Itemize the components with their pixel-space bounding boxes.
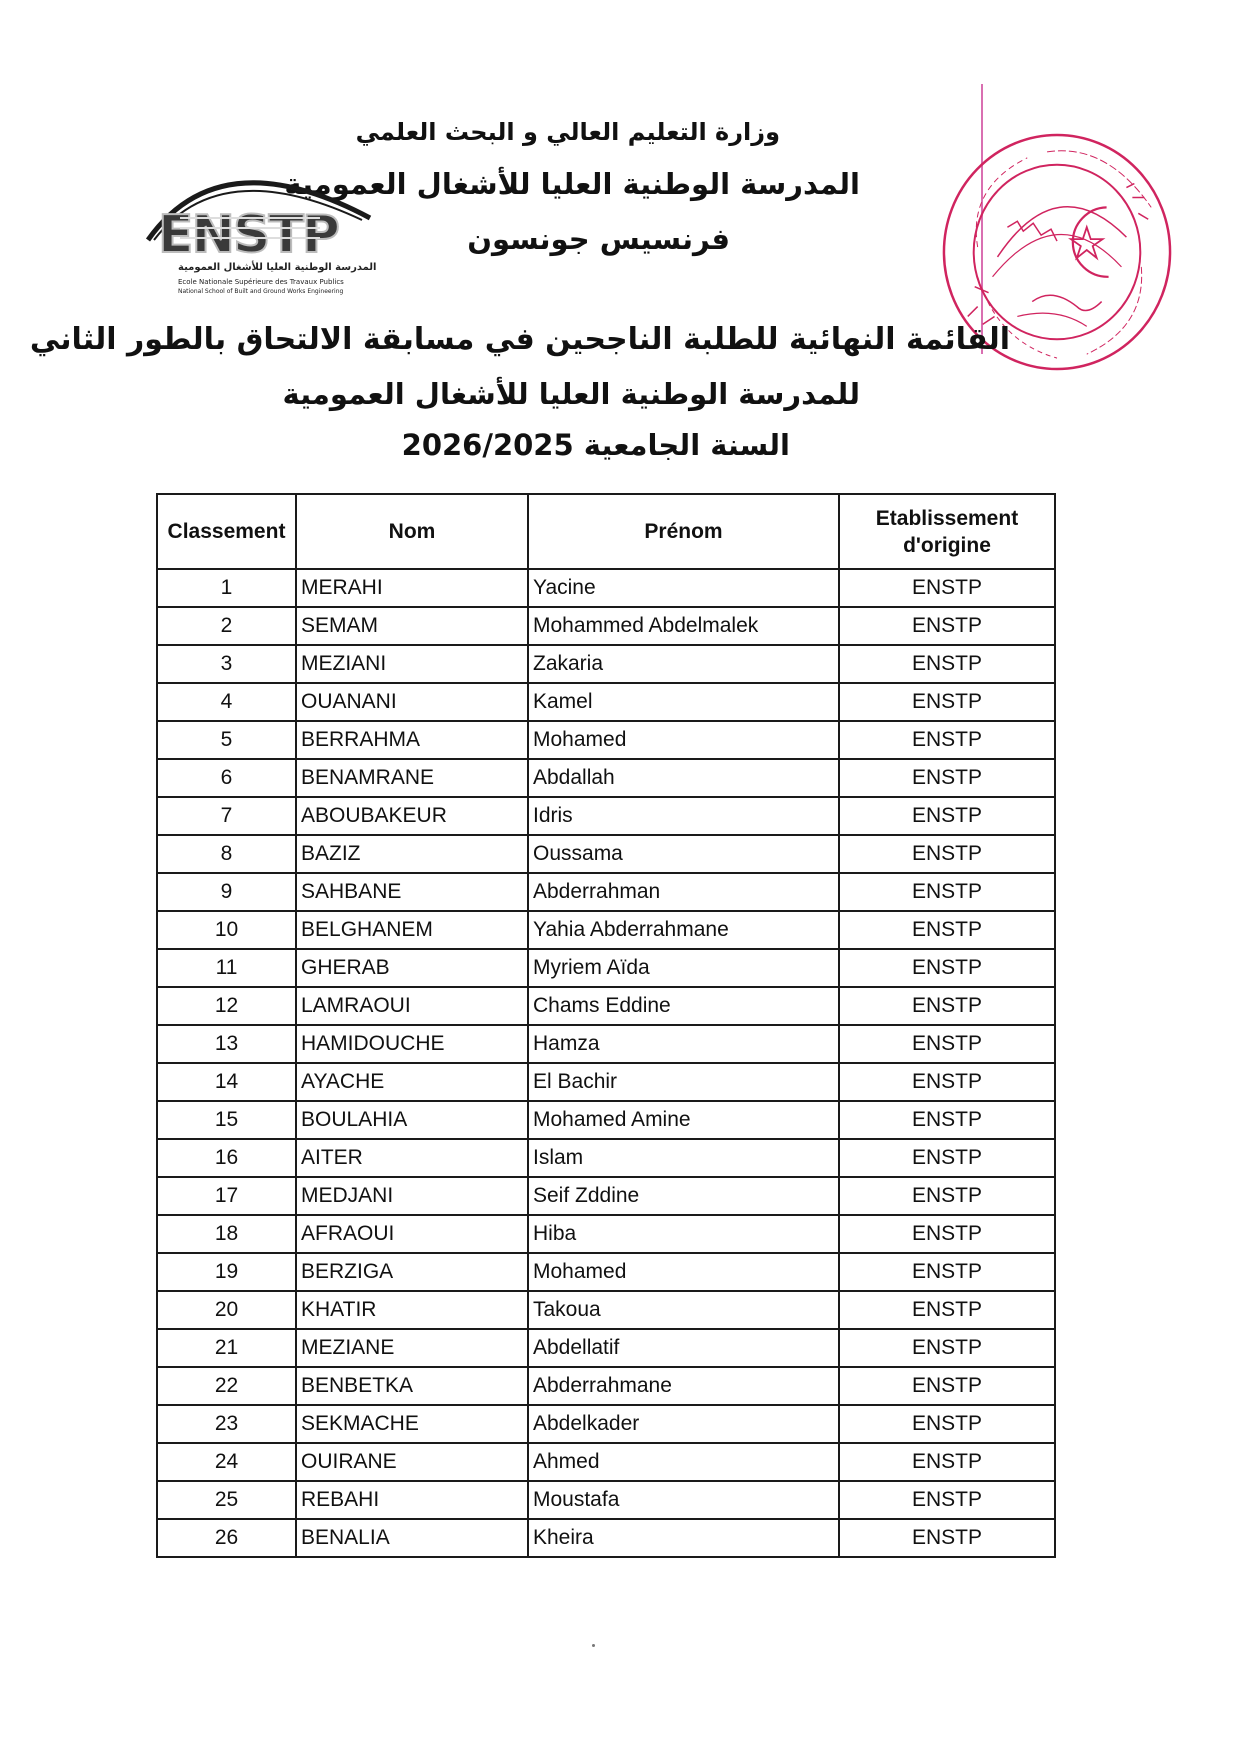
cell-etablissement: ENSTP [839, 1405, 1055, 1443]
table-row [157, 1291, 1055, 1329]
cell-classement: 22 [157, 1367, 296, 1405]
table-row [157, 911, 1055, 949]
cell-prenom: Kheira [528, 1519, 839, 1557]
cell-nom: AYACHE [296, 1063, 528, 1101]
cell-classement: 15 [157, 1101, 296, 1139]
school-city: فرنسيس جونسون [467, 222, 730, 256]
academic-year: السنة الجامعية 2026/2025 [401, 428, 790, 462]
logo-french-name: Ecole Nationale Supérieure des Travaux Publics [178, 278, 344, 286]
cell-nom: SEKMACHE [296, 1405, 528, 1443]
cell-prenom: Mohamed [528, 1253, 839, 1291]
cell-classement: 8 [157, 835, 296, 873]
table-row [157, 1101, 1055, 1139]
table-row [157, 987, 1055, 1025]
logo-wordmark: ENSTP [157, 205, 339, 265]
cell-etablissement: ENSTP [839, 683, 1055, 721]
cell-nom: MEZIANE [296, 1329, 528, 1367]
cell-nom: BERRAHMA [296, 721, 528, 759]
cell-classement: 9 [157, 873, 296, 911]
cell-classement: 4 [157, 683, 296, 721]
table-row [157, 835, 1055, 873]
cell-prenom: Abderrahman [528, 873, 839, 911]
cell-etablissement: ENSTP [839, 645, 1055, 683]
cell-classement: 5 [157, 721, 296, 759]
cell-prenom: Abdelkader [528, 1405, 839, 1443]
cell-prenom: Seif Zddine [528, 1177, 839, 1215]
header-etablissement-line1: Etablissement [875, 506, 1019, 530]
cell-etablissement: ENSTP [839, 721, 1055, 759]
cell-classement: 7 [157, 797, 296, 835]
cell-classement: 17 [157, 1177, 296, 1215]
cell-nom: AITER [296, 1139, 528, 1177]
cell-nom: BENALIA [296, 1519, 528, 1557]
cell-classement: 16 [157, 1139, 296, 1177]
cell-etablissement: ENSTP [839, 1443, 1055, 1481]
header-prenom: Prénom [528, 494, 839, 569]
cell-prenom: Abdallah [528, 759, 839, 797]
cell-etablissement: ENSTP [839, 759, 1055, 797]
table-row [157, 1405, 1055, 1443]
cell-nom: MERAHI [296, 569, 528, 607]
cell-nom: HAMIDOUCHE [296, 1025, 528, 1063]
cell-classement: 26 [157, 1519, 296, 1557]
cell-classement: 14 [157, 1063, 296, 1101]
cell-etablissement: ENSTP [839, 1139, 1055, 1177]
logo-english-name: National School of Built and Ground Works Engineering [178, 288, 344, 295]
cell-nom: BENAMRANE [296, 759, 528, 797]
school-name: المدرسة الوطنية العليا للأشغال العمومية [284, 167, 860, 201]
cell-classement: 24 [157, 1443, 296, 1481]
table-row [157, 949, 1055, 987]
table-row [157, 607, 1055, 645]
table-row [157, 1519, 1055, 1557]
cell-classement: 13 [157, 1025, 296, 1063]
cell-classement: 11 [157, 949, 296, 987]
cell-classement: 20 [157, 1291, 296, 1329]
header-nom: Nom [296, 494, 528, 569]
cell-nom: LAMRAOUI [296, 987, 528, 1025]
cell-etablissement: ENSTP [839, 569, 1055, 607]
cell-nom: AFRAOUI [296, 1215, 528, 1253]
cell-prenom: Abderrahmane [528, 1367, 839, 1405]
cell-classement: 25 [157, 1481, 296, 1519]
cell-nom: BOULAHIA [296, 1101, 528, 1139]
table-row [157, 1177, 1055, 1215]
cell-prenom: Zakaria [528, 645, 839, 683]
cell-classement: 3 [157, 645, 296, 683]
cell-prenom: Hiba [528, 1215, 839, 1253]
cell-nom: MEZIANI [296, 645, 528, 683]
cell-etablissement: ENSTP [839, 911, 1055, 949]
cell-prenom: Abdellatif [528, 1329, 839, 1367]
table-row [157, 1025, 1055, 1063]
cell-classement: 6 [157, 759, 296, 797]
header-etablissement [839, 494, 1055, 569]
enstp-logo [140, 148, 380, 298]
table-row [157, 721, 1055, 759]
cell-etablissement: ENSTP [839, 1481, 1055, 1519]
table-row [157, 1215, 1055, 1253]
table-row [157, 1139, 1055, 1177]
cell-etablissement: ENSTP [839, 1367, 1055, 1405]
cell-nom: SAHBANE [296, 873, 528, 911]
cell-classement: 1 [157, 569, 296, 607]
cell-nom: OUIRANE [296, 1443, 528, 1481]
cell-etablissement: ENSTP [839, 949, 1055, 987]
page-dot [592, 1644, 595, 1647]
table-header-row [157, 494, 1055, 569]
cell-nom: MEDJANI [296, 1177, 528, 1215]
cell-classement: 19 [157, 1253, 296, 1291]
table-row [157, 873, 1055, 911]
cell-classement: 10 [157, 911, 296, 949]
cell-nom: SEMAM [296, 607, 528, 645]
cell-prenom: Mohamed [528, 721, 839, 759]
cell-nom: REBAHI [296, 1481, 528, 1519]
cell-classement: 23 [157, 1405, 296, 1443]
cell-prenom: Kamel [528, 683, 839, 721]
table-row [157, 797, 1055, 835]
cell-nom: OUANANI [296, 683, 528, 721]
cell-prenom: El Bachir [528, 1063, 839, 1101]
cell-nom: BELGHANEM [296, 911, 528, 949]
cell-etablissement: ENSTP [839, 1291, 1055, 1329]
cell-prenom: Hamza [528, 1025, 839, 1063]
results-table [156, 493, 1056, 1558]
cell-prenom: Moustafa [528, 1481, 839, 1519]
cell-prenom: Mohammed Abdelmalek [528, 607, 839, 645]
cell-prenom: Yahia Abderrahmane [528, 911, 839, 949]
table-row [157, 1253, 1055, 1291]
cell-etablissement: ENSTP [839, 797, 1055, 835]
table-row [157, 1481, 1055, 1519]
cell-etablissement: ENSTP [839, 1063, 1055, 1101]
cell-prenom: Yacine [528, 569, 839, 607]
cell-etablissement: ENSTP [839, 607, 1055, 645]
document-subtitle: للمدرسة الوطنية العليا للأشغال العمومية [282, 377, 860, 411]
table-row [157, 569, 1055, 607]
cell-etablissement: ENSTP [839, 1101, 1055, 1139]
cell-classement: 21 [157, 1329, 296, 1367]
table-row [157, 1329, 1055, 1367]
table-body [157, 569, 1055, 1557]
cell-prenom: Chams Eddine [528, 987, 839, 1025]
cell-etablissement: ENSTP [839, 1177, 1055, 1215]
cell-classement: 12 [157, 987, 296, 1025]
cell-prenom: Oussama [528, 835, 839, 873]
cell-nom: KHATIR [296, 1291, 528, 1329]
header-classement: Classement [157, 494, 296, 569]
cell-nom: ABOUBAKEUR [296, 797, 528, 835]
cell-etablissement: ENSTP [839, 1253, 1055, 1291]
document-title: القائمة النهائية للطلبة الناجحين في مسابقة الالتحاق بالطور الثاني [29, 322, 1010, 357]
table-row [157, 1443, 1055, 1481]
cell-prenom: Takoua [528, 1291, 839, 1329]
cell-nom: BENBETKA [296, 1367, 528, 1405]
cell-prenom: Mohamed Amine [528, 1101, 839, 1139]
logo-arabic-name: المدرسة الوطنية العليا للأشغال العمومية [178, 262, 377, 273]
cell-etablissement: ENSTP [839, 1519, 1055, 1557]
header-etablissement-line2: d'origine [903, 533, 991, 557]
cell-etablissement: ENSTP [839, 1025, 1055, 1063]
table-row [157, 645, 1055, 683]
table-row [157, 1367, 1055, 1405]
table-row [157, 683, 1055, 721]
cell-prenom: Idris [528, 797, 839, 835]
cell-classement: 18 [157, 1215, 296, 1253]
table-row [157, 1063, 1055, 1101]
cell-prenom: Ahmed [528, 1443, 839, 1481]
cell-nom: BAZIZ [296, 835, 528, 873]
cell-nom: BERZIGA [296, 1253, 528, 1291]
cell-etablissement: ENSTP [839, 873, 1055, 911]
cell-prenom: Islam [528, 1139, 839, 1177]
cell-nom: GHERAB [296, 949, 528, 987]
cell-etablissement: ENSTP [839, 1215, 1055, 1253]
cell-etablissement: ENSTP [839, 835, 1055, 873]
ministry-name: وزارة التعليم العالي و البحث العلمي [355, 118, 780, 146]
cell-etablissement: ENSTP [839, 987, 1055, 1025]
table-row [157, 759, 1055, 797]
cell-classement: 2 [157, 607, 296, 645]
cell-etablissement: ENSTP [839, 1329, 1055, 1367]
cell-prenom: Myriem Aïda [528, 949, 839, 987]
